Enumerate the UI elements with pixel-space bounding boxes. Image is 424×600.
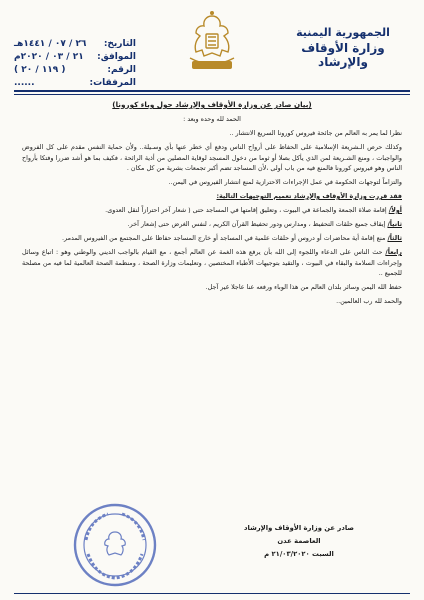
- ministry-name: وزارة الأوقاف والإرشاد: [301, 41, 385, 69]
- decision-item-3: ثالثاً/ منع إقامة أية محاضرات أو دروس أو حلقات علمية في المساجد أو خارج المساجد حفاظا على المجتمع من الفيروس المدمر.: [62, 234, 402, 242]
- closing-line: والحمد لله رب العالمين..: [336, 297, 402, 305]
- decision-item-4: رابعاً/ حث الناس على الدعاء واللجوء إلى الله بأن يرفع هذه الغمة عن العالم أجمع ، مع القيام بالواجب الديني والوطني وهو : اتباع وسائل وإجراءات السلامة والبقاء في البيوت ، والتقيد بتوجيهات الأطباء المختصين ، وتعليمات وزارة الصحة ، ومنظمة الصحة العالمية لما فيه من مصلحة للجميع ..: [22, 248, 402, 277]
- meta-date-gregorian: الموافق: ٢١ / ٠٣ / ٢٠٢٠م: [14, 52, 136, 62]
- issue-date: السبت ٢١/٠٣/٢٠٢٠ م: [264, 550, 334, 558]
- yemen-eagle-emblem-icon: [182, 6, 242, 84]
- letterhead-divider: [14, 90, 410, 95]
- signature-block: [214, 522, 384, 561]
- issuer-line: صادر عن وزارة الأوقاف والإرشاد: [244, 524, 354, 532]
- decision-item-1: أولاً/ إقامة صلاة الجمعة والجماعة في البيوت ، وتعليق إقامتها في المساجد حتى ( شعار آخر احترازاً لنقل العدوى.: [105, 206, 402, 214]
- footer-divider: [14, 593, 410, 594]
- opening-line: الحمد لله وحده وبعد :: [183, 115, 241, 123]
- decision-heading: فقد قررت وزارة الأوقاف والإرشاد تعميم التوجيهات التالية:: [216, 192, 402, 200]
- issuer-city: العاصمة عدن: [277, 537, 321, 545]
- prayer-line: حفظ الله اليمن وسائر بلدان العالم من هذا الوباء ورفعه عنا عاجلا غير آجل.: [205, 283, 402, 291]
- paragraph-2: وكذلك حرص الـشريعة الإسلامية على الحفاظ على أرواح الناس ودفع أي خطر عنها بأي وسـيلة.. ولأن حماية النفس مقدم على كل الفروض والواجبات ، ومنع الشـريعة لمن الذي يأكل بصلا أو ثوما من دخول المسجد لوقاية المصلين من أذية الرائحة ، فكيف بما هو أشد ضررا وفتكا بأرواح الناس وهو فيروس كورونا فالمنع فيه من باب أولى ،لأن المساجد تضم أكبر تجمعات بشرية من كل مكان .: [22, 143, 402, 172]
- country-name: الجمهورية اليمنية: [296, 26, 390, 39]
- meta-date-hijri: التاريخ: ٢٦ / ٠٧ / ١٤٤١هـ: [14, 39, 136, 49]
- document-meta: [14, 38, 136, 90]
- decision-item-2: ثانياً/ إيقاف جميع حلقات التحفيظ ، ومدارس ودور تحفيظ القرآن الكريم ، لنفس الغرض حتى إشعار آخر.: [127, 220, 402, 228]
- letterhead-right: [278, 26, 408, 69]
- paragraph-3: والتزاماً لتوجهات الحكومة في عمل الإجراءات الاحترازية لمنع انتشار الفيروس في اليمن..: [168, 178, 402, 186]
- meta-number: الرقم: ( ١١٩ / ٢٠ ): [14, 65, 136, 75]
- meta-attachments: المرفقات: ......: [14, 78, 136, 88]
- paragraph-1: نظرا لما يمر به العالم من جائحة فيروس كورونا السريع الانتشار ..: [229, 129, 402, 137]
- document-body: [22, 100, 402, 310]
- document-title: (بيان صادر عن وزارة الأوقاف والإرشاد حول وباء كورونا): [112, 100, 312, 109]
- ministry-round-stamp-icon: [70, 500, 160, 590]
